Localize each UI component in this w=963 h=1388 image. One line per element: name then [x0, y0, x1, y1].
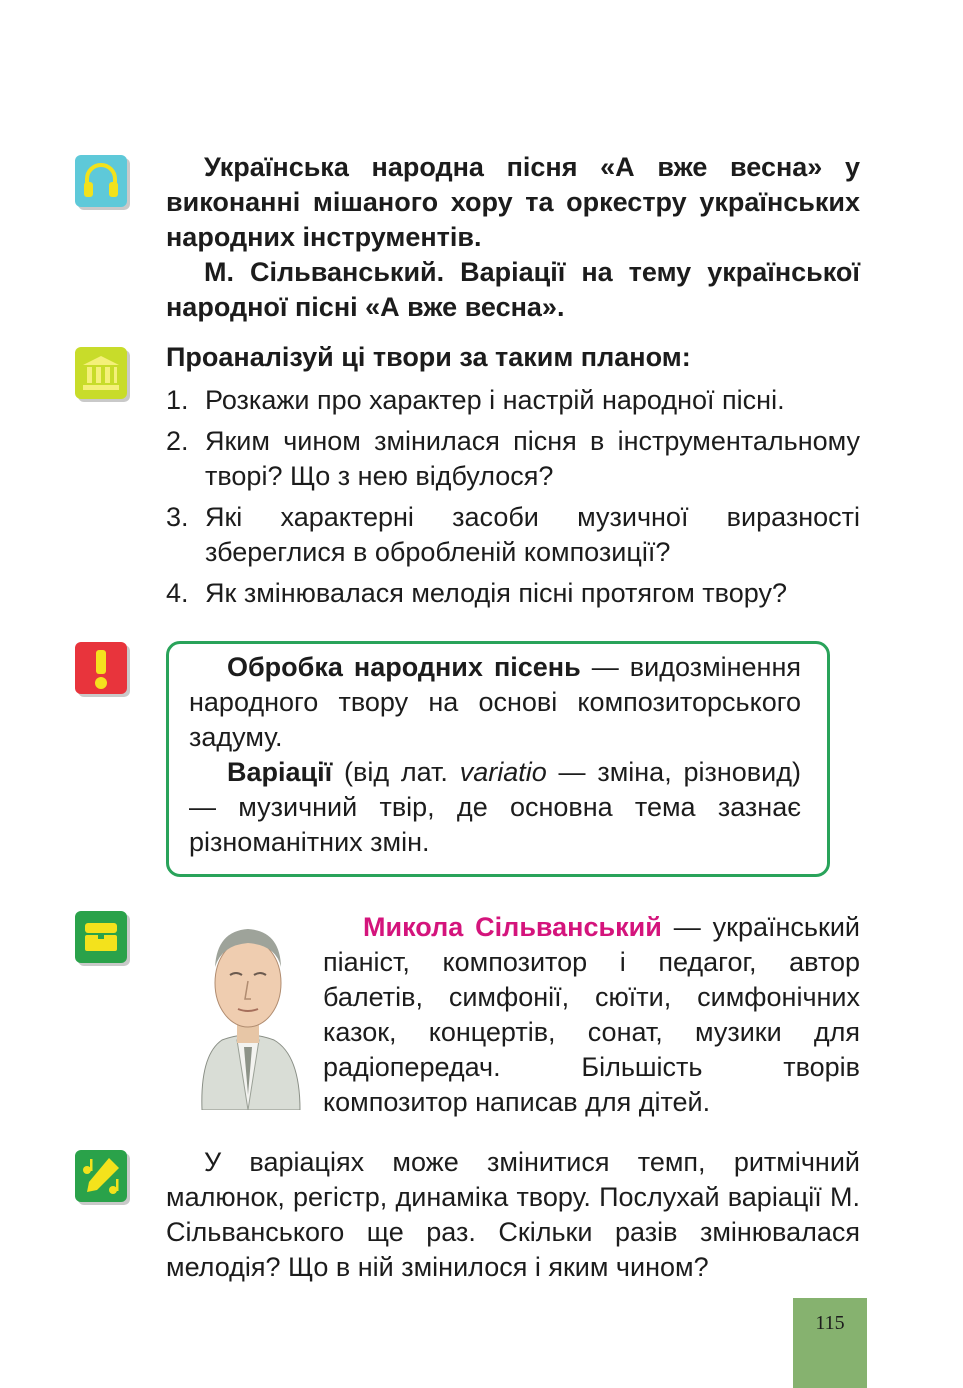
term-variations: Варіації [227, 757, 333, 787]
term-processing: Обробка народних пісень [227, 652, 581, 682]
composer-name: Микола Сільванський [363, 912, 662, 942]
def-variations-b: — зміна, різновид) — музичний твір, де основна тема зазнає різноманітних змін. [189, 757, 801, 857]
music-pen-icon [75, 1150, 127, 1202]
exclamation-icon [75, 642, 127, 694]
def-variations-a: (від лат. [332, 757, 460, 787]
listening-variations: М. Сільванський. Варіації на тему української народної пісні «А вже весна». [166, 257, 860, 322]
list-text: Розкажи про характер і настрій народної пісні. [205, 385, 785, 415]
museum-icon [75, 347, 127, 399]
task-paragraph: У варіаціях може змінитися темп, ритмічний малюнок, регістр, динаміка твору. Послухай варіації М. Сільванського ще раз. Скільки разів змінювалася мелодія? Що в ній змінилося і яким чином? [166, 1147, 860, 1282]
list-item [166, 576, 860, 611]
definition-box [166, 641, 830, 877]
latin-word: variatio [459, 757, 547, 787]
list-text: Яким чином змінилася пісня в інструментальному творі? Що з нею відбулося? [205, 426, 860, 491]
list-item [166, 383, 860, 418]
page-number: 115 [815, 1312, 845, 1334]
list-number: 1. [166, 385, 189, 415]
list-number: 3. [166, 502, 189, 532]
list-text: Як змінювалася мелодія пісні протягом твору? [205, 578, 787, 608]
definition-variations [189, 755, 801, 860]
analysis-section [166, 340, 860, 617]
listening-section [166, 150, 860, 325]
chest-icon [75, 911, 127, 963]
list-number: 4. [166, 578, 189, 608]
bio-text: — український піаніст, композитор і педагог, автор балетів, симфонії, сюїти, симфонічних казок, концертів, сонат, музики для радіопередач. Більшість творів композитор написав для дітей. [323, 912, 860, 1117]
composer-portrait [182, 905, 312, 1110]
list-number: 2. [166, 426, 189, 456]
listening-title: Українська народна пісня «А вже весна» у виконанні мішаного хору та оркестру українських народних інструментів. [166, 152, 860, 252]
def-processing: — видозмінення народного твору на основі композиторського задуму. [189, 652, 801, 752]
analysis-heading: Проаналізуй ці твори за таким планом: [166, 342, 691, 372]
list-text: Які характерні засоби музичної виразності збереглися в обробленій композиції? [205, 502, 860, 567]
definition-processing [189, 650, 801, 755]
list-item [166, 500, 860, 570]
page-number-tab [793, 1298, 867, 1388]
list-item [166, 424, 860, 494]
bio-paragraph [323, 910, 860, 1120]
headphones-icon [75, 155, 127, 207]
